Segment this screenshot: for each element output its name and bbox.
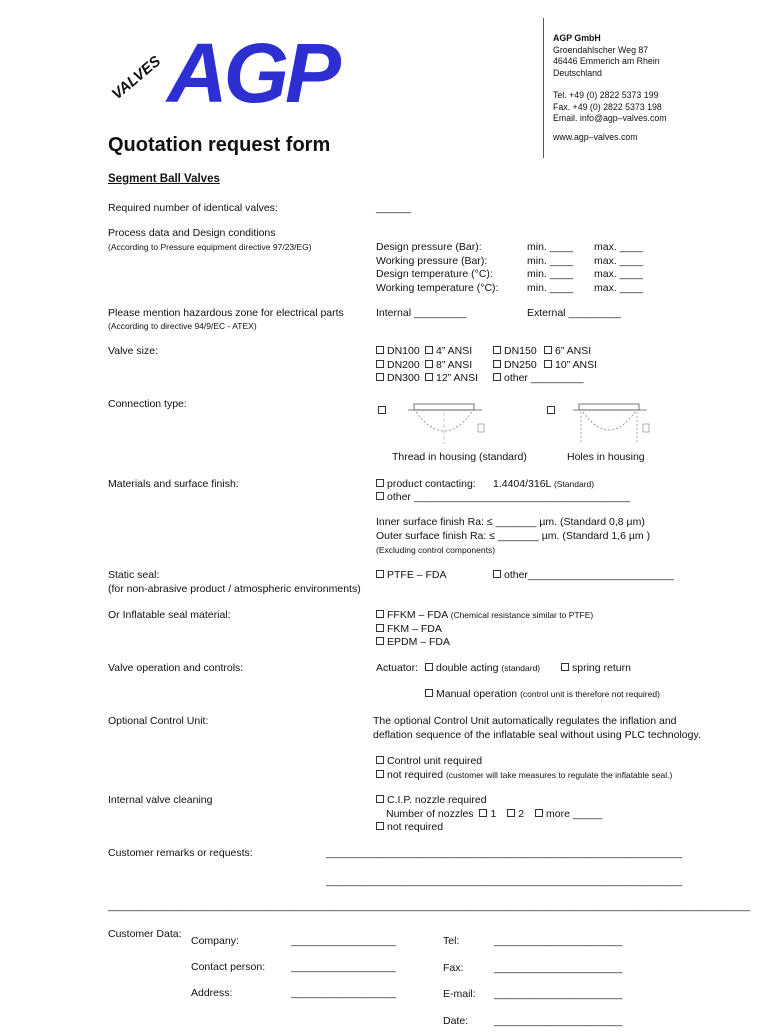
address-label: Address:	[191, 980, 265, 1006]
company-name: AGP GmbH	[553, 33, 667, 45]
remarks-line-1[interactable]: _____________________________________________________________	[326, 847, 682, 861]
product-contacting-option[interactable]: product contacting:	[376, 478, 476, 492]
checkbox-icon[interactable]	[425, 360, 433, 368]
inflatable-seal-options	[376, 609, 593, 650]
section-title: Segment Ball Valves	[108, 173, 220, 185]
address-field[interactable]: __________________	[291, 980, 396, 1006]
option-dn100[interactable]: DN100	[376, 345, 420, 359]
checkbox-icon[interactable]	[425, 346, 433, 354]
design-temperature-max[interactable]: max. ____	[594, 268, 643, 282]
hazard-note: (According to directive 94/9/EC - ATEX)	[108, 321, 257, 331]
option-epdm[interactable]: EPDM – FDA	[376, 636, 593, 650]
option-ffkm[interactable]: FFKM – FDA (Chemical resistance similar to PTFE)	[376, 609, 593, 623]
option-dn300[interactable]: DN300	[376, 372, 420, 386]
hazard-external-field[interactable]: External _________	[527, 307, 621, 321]
option-8-ansi[interactable]: 8” ANSI	[425, 359, 478, 373]
required-number-label: Required number of identical valves:	[108, 202, 278, 216]
option-10-ansi[interactable]: 10” ANSI	[544, 359, 597, 373]
separator-line: ______________________________________________________________________________________________________________	[108, 900, 750, 914]
checkbox-icon[interactable]	[376, 479, 384, 487]
email-label: E-mail:	[443, 981, 476, 1008]
connection-option-thread[interactable]	[378, 398, 498, 448]
checkbox-icon[interactable]	[535, 809, 543, 817]
remarks-line-2[interactable]: _____________________________________________________________	[326, 875, 682, 889]
outer-surface-field[interactable]: Outer surface finish Ra: ≤ _______ µm. (Standard 1,6 µm )	[376, 530, 650, 544]
company-city: 46446 Emmerich am Rhein	[553, 56, 667, 68]
required-number-field[interactable]: ______	[376, 202, 411, 216]
design-pressure-min[interactable]: min. ____	[527, 241, 573, 255]
checkbox-icon[interactable]	[376, 570, 384, 578]
cleaning-label: Internal valve cleaning	[108, 794, 212, 808]
checkbox-icon[interactable]	[493, 346, 501, 354]
connection-option-holes[interactable]	[547, 398, 667, 448]
option-dn150[interactable]: DN150	[493, 345, 583, 359]
logo-sub-text: VALVES	[109, 53, 164, 103]
option-12-ansi[interactable]: 12” ANSI	[425, 372, 478, 386]
company-field[interactable]: __________________	[291, 928, 396, 954]
contact-person-field[interactable]: __________________	[291, 954, 396, 980]
hazard-label: Please mention hazardous zone for electrical parts	[108, 307, 344, 321]
design-pressure-max[interactable]: max. ____	[594, 241, 643, 255]
checkbox-icon[interactable]	[376, 360, 384, 368]
working-temperature-label: Working temperature (°C):	[376, 282, 498, 296]
cip-nozzle-option[interactable]: C.I.P. nozzle required	[376, 794, 602, 808]
checkbox-icon[interactable]	[544, 346, 552, 354]
valve-size-col1	[376, 345, 420, 386]
option-6-ansi[interactable]: 6” ANSI	[544, 345, 597, 359]
fax-field[interactable]: ______________________	[494, 955, 622, 982]
operation-label: Valve operation and controls:	[108, 662, 243, 676]
process-note: (According to Pressure equipment directive 97/23/EG)	[108, 242, 312, 252]
checkbox-icon[interactable]	[544, 360, 552, 368]
option-dn250[interactable]: DN250	[493, 359, 583, 373]
company-fax: Fax. +49 (0) 2822 5373 198	[553, 102, 667, 114]
company-block	[553, 33, 667, 143]
customer-left-labels	[191, 928, 265, 1006]
cleaning-options	[376, 794, 602, 835]
page-title: Quotation request form	[108, 134, 330, 157]
actuator-label: Actuator:	[376, 662, 418, 676]
cleaning-not-required-option[interactable]: not required	[376, 821, 602, 835]
valve-size-col4	[544, 345, 597, 372]
option-dn200[interactable]: DN200	[376, 359, 420, 373]
design-pressure-label: Design pressure (Bar):	[376, 241, 498, 255]
checkbox-icon[interactable]	[376, 373, 384, 381]
static-seal-label: Static seal: (for non-abrasive product / atmospheric environments)	[108, 569, 361, 596]
option-other-size[interactable]: other _________	[493, 372, 583, 386]
company-street: Groendahlscher Weg 87	[553, 45, 667, 57]
checkbox-icon[interactable]	[376, 637, 384, 645]
process-min-column	[527, 241, 573, 295]
control-unit-options	[376, 755, 672, 782]
thread-housing-diagram-icon	[406, 398, 496, 448]
checkbox-icon[interactable]	[425, 689, 433, 697]
design-temperature-min[interactable]: min. ____	[527, 268, 573, 282]
checkbox-icon[interactable]	[376, 346, 384, 354]
customer-right-fields	[494, 928, 622, 1034]
checkbox-icon[interactable]	[425, 663, 433, 671]
working-pressure-min[interactable]: min. ____	[527, 255, 573, 269]
company-label: Company:	[191, 928, 265, 954]
connection-label: Connection type:	[108, 398, 187, 412]
option-4-ansi[interactable]: 4” ANSI	[425, 345, 478, 359]
checkbox-icon[interactable]	[561, 663, 569, 671]
connection-holes-label: Holes in housing	[567, 451, 645, 465]
valve-size-col2	[425, 345, 478, 386]
checkbox-icon[interactable]	[376, 822, 384, 830]
manual-operation-option[interactable]: Manual operation (control unit is therefore not required)	[425, 688, 660, 702]
process-rows-names	[376, 241, 498, 295]
option-fkm[interactable]: FKM – FDA	[376, 623, 593, 637]
tel-field[interactable]: ______________________	[494, 928, 622, 955]
valve-size-label: Valve size:	[108, 345, 158, 359]
working-pressure-max[interactable]: max. ____	[594, 255, 643, 269]
header-divider	[543, 18, 544, 158]
checkbox-icon[interactable]	[378, 406, 386, 414]
inner-surface-field[interactable]: Inner surface finish Ra: ≤ _______ µm. (Standard 0,8 µm)	[376, 516, 645, 530]
tel-label: Tel:	[443, 928, 476, 955]
checkbox-icon[interactable]	[376, 770, 384, 778]
working-pressure-label: Working pressure (Bar):	[376, 255, 498, 269]
nozzle-count-row: Number of nozzles 1 2 more _____	[376, 808, 602, 822]
checkbox-icon[interactable]	[493, 373, 501, 381]
excluding-note: (Excluding control components)	[376, 545, 495, 555]
company-tel: Tel. +49 (0) 2822 5373 199	[553, 90, 667, 102]
date-label: Date:	[443, 1008, 476, 1034]
company-web: www.agp–valves.com	[553, 132, 667, 144]
email-field[interactable]: ______________________	[494, 981, 622, 1008]
control-unit-not-required-option[interactable]: not required (customer will take measures to regulate the inflatable seal.)	[376, 769, 672, 783]
holes-housing-diagram-icon	[569, 398, 659, 448]
process-label: Process data and Design conditions	[108, 227, 276, 241]
control-unit-description: The optional Control Unit automatically regulates the inflation and deflation sequence of the inflatable seal without using PLC technology.	[373, 715, 701, 742]
material-value: 1.4404/316L (Standard)	[493, 478, 594, 492]
checkbox-icon[interactable]	[547, 406, 555, 414]
working-temperature-min[interactable]: min. ____	[527, 282, 573, 296]
control-unit-required-option[interactable]: Control unit required	[376, 755, 672, 769]
contact-person-label: Contact person:	[191, 954, 265, 980]
materials-label: Materials and surface finish:	[108, 478, 239, 492]
working-temperature-max[interactable]: max. ____	[594, 282, 643, 296]
checkbox-icon[interactable]	[376, 624, 384, 632]
customer-right-labels	[443, 928, 476, 1034]
control-unit-label: Optional Control Unit:	[108, 715, 208, 729]
customer-data-label: Customer Data:	[108, 928, 182, 942]
checkbox-icon[interactable]	[376, 610, 384, 618]
checkbox-icon[interactable]	[376, 492, 384, 500]
checkbox-icon[interactable]	[493, 360, 501, 368]
inflatable-seal-label: Or Inflatable seal material:	[108, 609, 231, 623]
fax-label: Fax:	[443, 955, 476, 982]
customer-left-fields	[291, 928, 396, 1006]
double-acting-option[interactable]: double acting (standard)	[425, 662, 540, 676]
checkbox-icon[interactable]	[493, 570, 501, 578]
checkbox-icon[interactable]	[376, 756, 384, 764]
material-other-option[interactable]: other _____________________________________	[376, 491, 630, 505]
checkbox-icon[interactable]	[479, 809, 487, 817]
spring-return-option[interactable]: spring return	[561, 662, 631, 676]
design-temperature-label: Design temperature (°C):	[376, 268, 498, 282]
checkbox-icon[interactable]	[425, 373, 433, 381]
company-country: Deutschland	[553, 68, 667, 80]
logo-letters: AGP	[165, 28, 342, 108]
process-max-column	[594, 241, 643, 295]
connection-thread-label: Thread in housing (standard)	[392, 451, 527, 465]
agp-logo	[105, 28, 350, 108]
hazard-internal-field[interactable]: Internal _________	[376, 307, 467, 321]
static-seal-ptfe-option[interactable]: PTFE – FDA	[376, 569, 447, 583]
remarks-label: Customer remarks or requests:	[108, 847, 253, 861]
static-seal-other-option[interactable]: other_________________________	[493, 569, 674, 583]
checkbox-icon[interactable]	[507, 809, 515, 817]
checkbox-icon[interactable]	[376, 795, 384, 803]
date-field[interactable]: ______________________	[494, 1008, 622, 1034]
company-email: Email. info@agp–valves.com	[553, 113, 667, 125]
